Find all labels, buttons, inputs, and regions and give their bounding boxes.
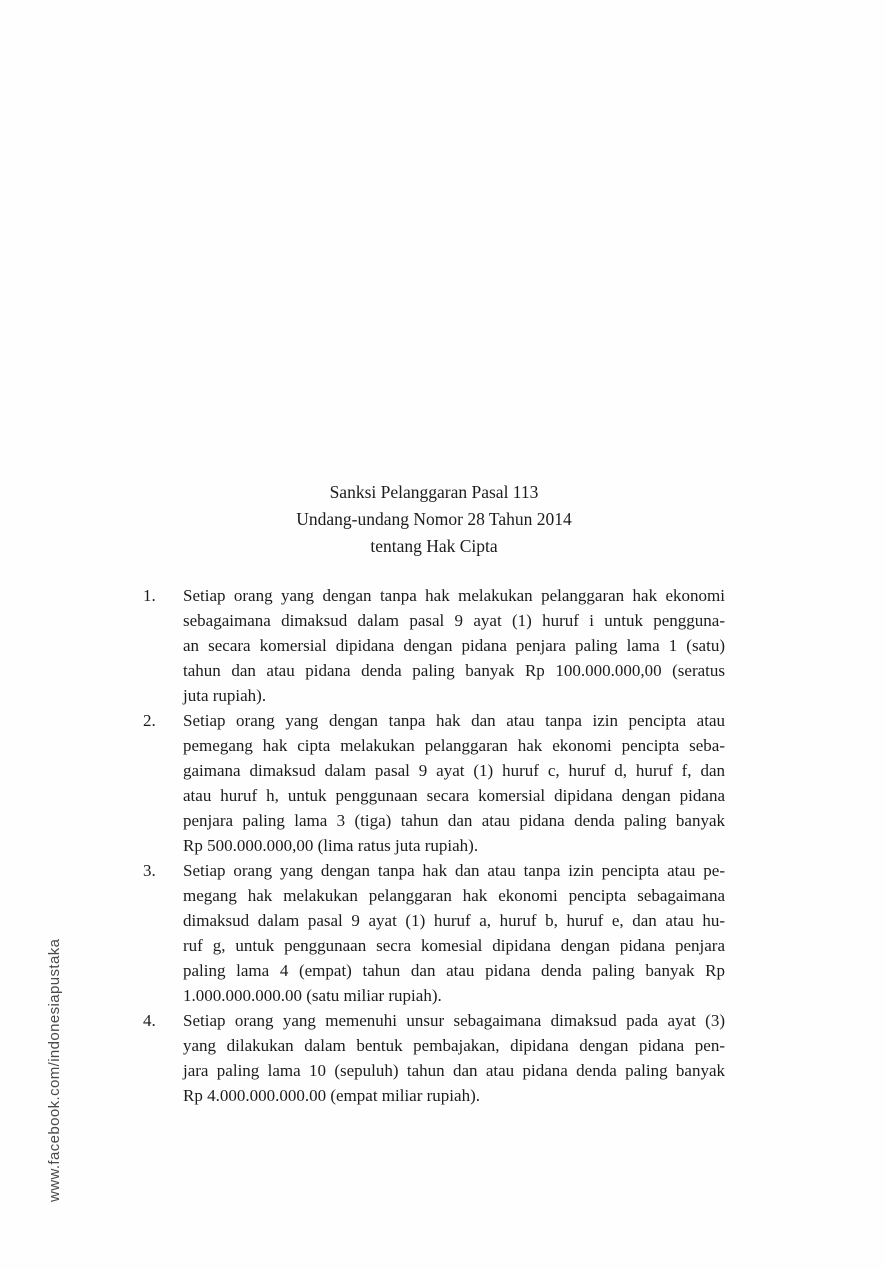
- text-line: pemegang hak cipta melakukan pelanggaran hak ekonomi pencipta seba-: [183, 736, 725, 755]
- item-number: 4.: [143, 1011, 156, 1030]
- text-line: tahun dan atau pidana denda paling banyak Rp 100.000.000,00 (seratus: [183, 661, 725, 680]
- text-line: Rp 4.000.000.000.00 (empat miliar rupiah).: [183, 1086, 480, 1105]
- text-line: dimaksud dalam pasal 9 ayat (1) huruf a, huruf b, huruf e, dan atau hu-: [183, 911, 725, 930]
- text-line: Setiap orang yang dengan tanpa hak melakukan pelanggaran hak ekonomi: [183, 586, 725, 605]
- text-line: Setiap orang yang dengan tanpa hak dan atau tanpa izin pencipta atau: [183, 711, 725, 730]
- text-line: yang dilakukan dalam bentuk pembajakan, dipidana dengan pidana pen-: [183, 1036, 725, 1055]
- item-lines: [183, 708, 725, 858]
- list-item: [143, 583, 725, 708]
- list-item: [143, 708, 725, 858]
- text-line: Setiap orang yang memenuhi unsur sebagaimana dimaksud pada ayat (3): [183, 1011, 725, 1030]
- item-lines: [183, 858, 725, 1008]
- text-line: gaimana dimaksud dalam pasal 9 ayat (1) huruf c, huruf d, huruf f, dan: [183, 761, 725, 780]
- text-line: megang hak melakukan pelanggaran hak ekonomi pencipta sebagaimana: [183, 886, 725, 905]
- list-item: [143, 858, 725, 1008]
- list-item: [143, 1008, 725, 1108]
- text-line: sebagaimana dimaksud dalam pasal 9 ayat (1) huruf i untuk pengguna-: [183, 611, 725, 630]
- item-number: 1.: [143, 586, 156, 605]
- text-line: paling lama 4 (empat) tahun dan atau pidana denda paling banyak Rp: [183, 961, 725, 980]
- text-line: ruf g, untuk penggunaan secra komesial dipidana dengan pidana penjara: [183, 936, 725, 955]
- title-line: Sanksi Pelanggaran Pasal 113: [329, 482, 539, 502]
- title-line: Undang-undang Nomor 28 Tahun 2014: [296, 509, 572, 529]
- item-lines: [183, 583, 725, 708]
- item-number: 3.: [143, 861, 156, 880]
- item-number: 2.: [143, 711, 156, 730]
- page-content: [143, 479, 725, 1108]
- title-line: tentang Hak Cipta: [370, 536, 498, 556]
- text-line: atau huruf h, untuk penggunaan secara komersial dipidana dengan pidana: [183, 786, 725, 805]
- text-line: juta rupiah).: [183, 686, 267, 705]
- document-title: [143, 479, 725, 560]
- watermark-text: www.facebook.com/indonesiapustaka: [46, 938, 63, 1202]
- sanction-list: [143, 583, 725, 1108]
- item-lines: [183, 1008, 725, 1108]
- text-line: jara paling lama 10 (sepuluh) tahun dan atau pidana denda paling banyak: [183, 1061, 725, 1080]
- text-line: 1.000.000.000.00 (satu miliar rupiah).: [183, 986, 442, 1005]
- text-line: penjara paling lama 3 (tiga) tahun dan atau pidana denda paling banyak: [183, 811, 725, 830]
- text-line: Rp 500.000.000,00 (lima ratus juta rupiah).: [183, 836, 479, 855]
- text-line: Setiap orang yang dengan tanpa hak dan atau tanpa izin pencipta atau pe-: [183, 861, 725, 880]
- text-line: an secara komersial dipidana dengan pidana penjara paling lama 1 (satu): [183, 636, 725, 655]
